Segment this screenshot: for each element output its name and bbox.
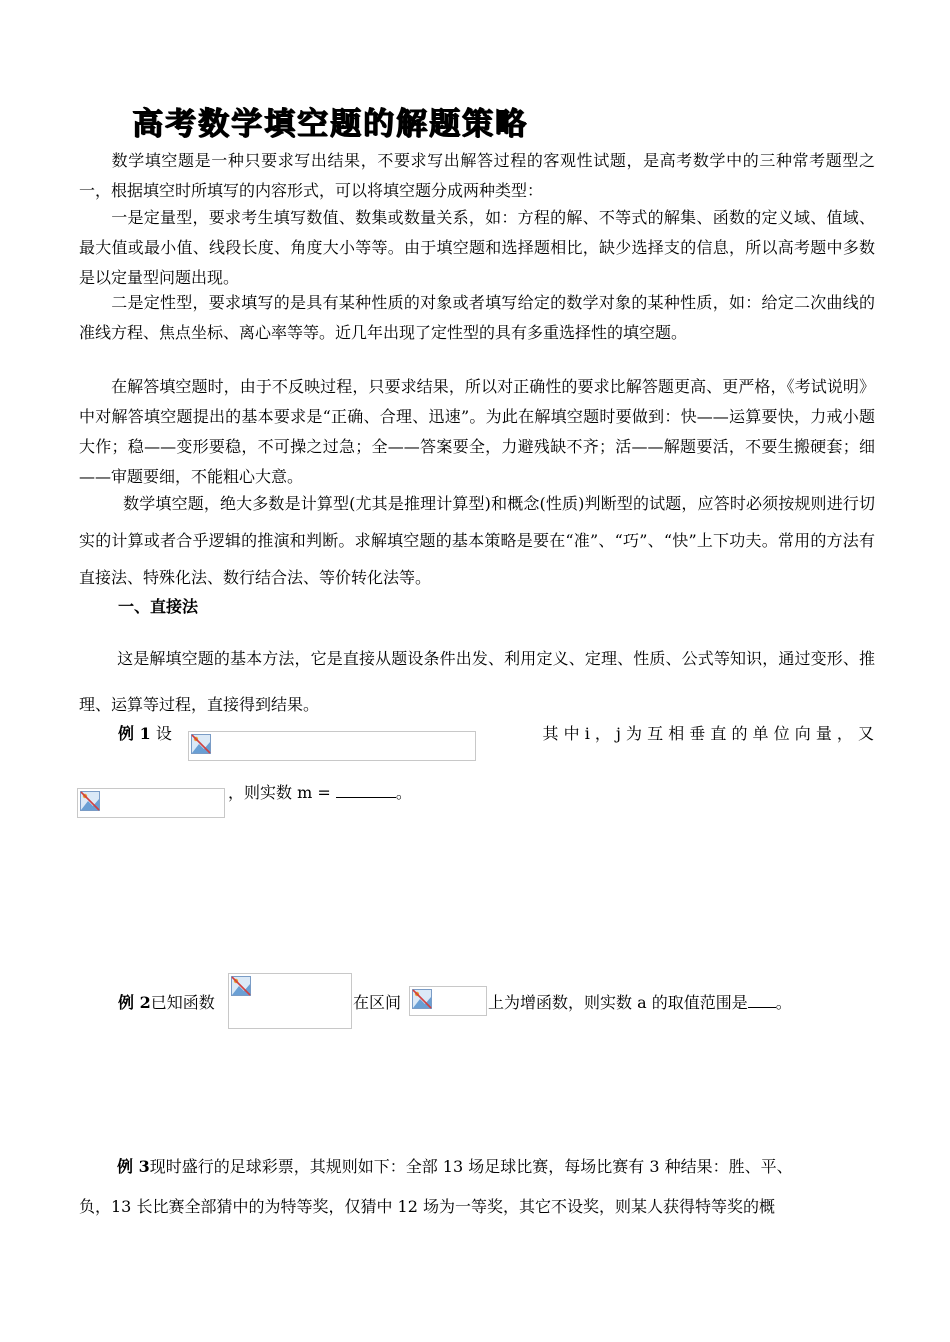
example-2-question: 上为增函数，则实数 a 的取值范围是 。 <box>488 993 792 1012</box>
example-1-question: ，则实数 m = 。 <box>228 783 412 802</box>
example-3-paragraph: 例 3现时盛行的足球彩票，其规则如下：全部 13 场足球比赛，每场比赛有 3 种结果：胜、平、 负，13 长比赛全部猜中的为特等奖，仅猜中 12 场为一等奖，其它不设奖，则某人获得特等奖的概 <box>79 1157 793 1216</box>
example-2-label: 例 2已知函数 <box>118 993 215 1012</box>
answer-blank <box>336 797 396 798</box>
broken-image-icon <box>412 989 432 1009</box>
intro-paragraph-1: 数学填空题是一种只要求写出结果，不要求写出解答过程的客观性试题，是高考数学中的三种常考题型之一，根据填空时所填写的内容形式，可以将填空题分成两种类型： <box>79 151 875 200</box>
formula-image-placeholder <box>77 788 225 818</box>
intro-paragraph-2: 一是定量型，要求考生填写数值、数集或数量关系，如：方程的解、不等式的解集、函数的定义域、值域、最大值或最小值、线段长度、角度大小等等。由于填空题和选择题相比，缺少选择支的信息，所以高考题中多数是以定量型问题出现。 <box>79 208 875 287</box>
broken-image-icon <box>231 976 251 996</box>
section-paragraph-direct-method: 这是解填空题的基本方法，它是直接从题设条件出发、利用定义、定理、性质、公式等知识，通过变形、推理、运算等过程，直接得到结果。 <box>79 649 875 714</box>
example-2-interval-text: 在区间 <box>353 993 402 1012</box>
intro-paragraph-5: 数学填空题，绝大多数是计算型(尤其是推理计算型)和概念(性质)判断型的试题，应答时必须按规则进行切实的计算或者合乎逻辑的推演和判断。求解填空题的基本策略是要在“准”、“巧”、“快”上下功夫。常用的方法有直接法、特殊化法、数行结合法、等价转化法等。 <box>79 494 875 587</box>
example-1-text: 其 中 i ， j 为 互 相 垂 直 的 单 位 向 量 ， 又 <box>542 724 874 743</box>
broken-image-icon <box>191 734 211 754</box>
page-title: 高考数学填空题的解题策略 <box>132 106 528 142</box>
broken-image-icon <box>80 791 100 811</box>
intro-paragraph-3: 二是定性型，要求填写的是具有某种性质的对象或者填写给定的数学对象的某种性质，如：给定二次曲线的准线方程、焦点坐标、离心率等等。近几年出现了定性型的具有多重选择性的填空题。 <box>79 293 875 342</box>
intro-paragraph-4: 在解答填空题时，由于不反映过程，只要求结果，所以对正确性的要求比解答题更高、更严格，《考试说明》中对解答填空题提出的基本要求是“正确、合理、迅速”。为此在解填空题时要做到：快——运算要快，力戒小题大作；稳——变形要稳，不可操之过急；全——答案要全，力避残缺不齐；活——解题要活，不要生搬硬套；细——审题要细，不能粗心大意。 <box>79 377 875 486</box>
answer-blank <box>748 1007 776 1008</box>
section-heading-direct-method: 一、直接法 <box>118 597 199 616</box>
formula-image-placeholder <box>188 731 476 761</box>
formula-image-placeholder <box>228 973 352 1029</box>
formula-image-placeholder <box>409 986 487 1016</box>
example-1-label: 例 1 设 <box>118 724 172 743</box>
